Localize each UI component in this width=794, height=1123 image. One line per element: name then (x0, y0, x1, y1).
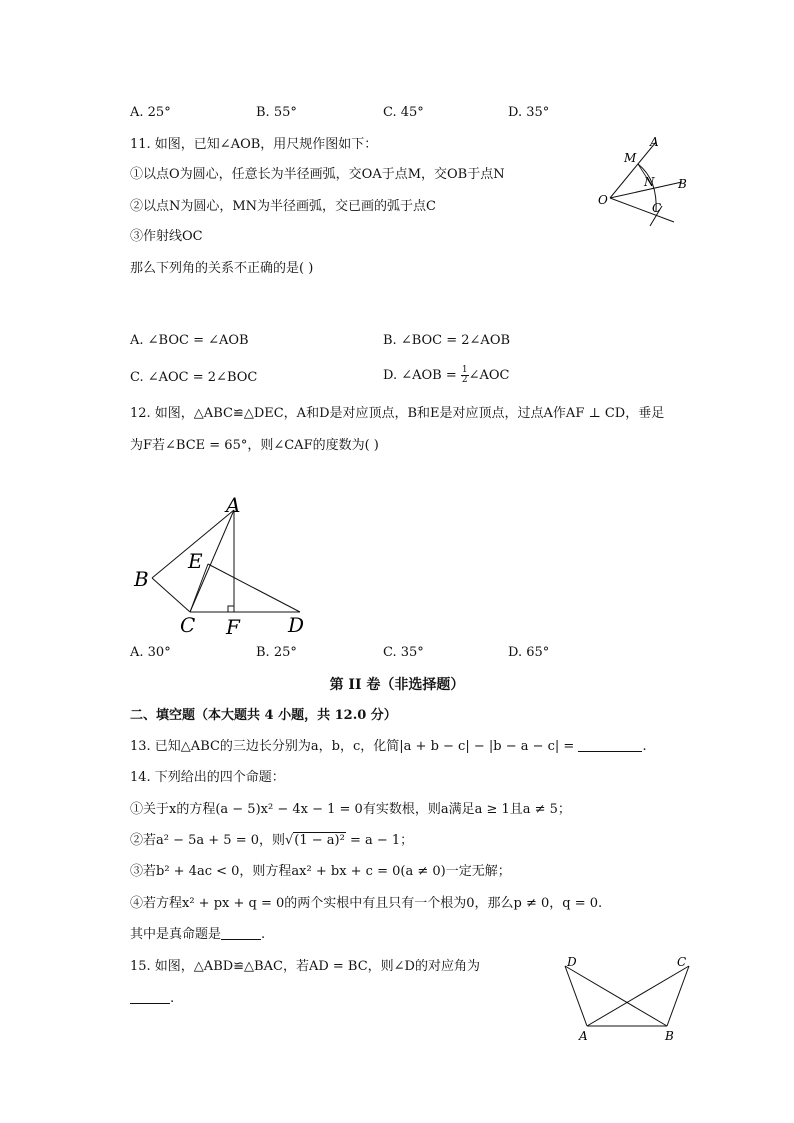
q14-answer-prompt: 其中是真命题是 (130, 927, 222, 942)
label-c: C (677, 955, 687, 969)
q11-stem: 11. 如图，已知∠AOB，用尺规作图如下： (130, 137, 378, 152)
q13-end: . (642, 739, 647, 754)
q11-step-3: ③作射线OC (130, 229, 203, 244)
label-o: O (598, 193, 608, 207)
label-b: B (134, 567, 149, 591)
q13-text: 13. 已知△ABC的三边长分别为a，b，c，化简|a + b − c| − |b − a − c| = (130, 739, 575, 754)
section-2-title: 第 II 卷（非选择题） (329, 677, 465, 693)
q13-answer-blank[interactable] (578, 738, 642, 752)
label-b: B (678, 177, 687, 191)
q12-option-c: C. 35° (383, 645, 424, 660)
fraction-numerator: 1 (461, 365, 468, 375)
q15-answer-line (130, 990, 174, 1008)
segment-db (565, 966, 667, 1026)
q11-step-2: ②以点N为圆心，MN为半径画弧，交已画的弧于点C (130, 199, 437, 214)
label-c: C (180, 613, 196, 637)
q14-end: . (261, 927, 266, 942)
q10-option-a: A. 25° (130, 105, 171, 120)
label-c: C (652, 201, 662, 215)
q14-item-3: ③若b² + 4ac < 0，则方程ax² + bx + c = 0(a ≠ 0)一定无解； (130, 864, 511, 879)
q14-item-2-suffix: = a − 1； (345, 833, 414, 848)
q15-figure (555, 950, 700, 1045)
segment-ad (565, 966, 587, 1026)
ray-oc (610, 198, 674, 222)
label-b: B (665, 1029, 674, 1043)
section-2-heading: 二、填空题（本大题共 4 小题，共 12.0 分） (130, 708, 397, 723)
q12-option-a: A. 30° (130, 645, 171, 660)
q15-text: 15. 如图，△ABD≌△BAC，若AD = BC，则∠D的对应角为 (130, 959, 480, 974)
q14-item-2-radicand: (1 − a)² (294, 833, 345, 848)
label-a: A (650, 135, 659, 149)
q11-option-d (383, 366, 510, 385)
sqrt-sign: √ (285, 833, 294, 848)
label-a: A (226, 496, 241, 517)
label-m: M (624, 151, 637, 165)
q11-option-d-prefix: D. ∠AOB = (383, 368, 461, 383)
q14-item-2-prefix: ②若a² − 5a + 5 = 0，则 (130, 833, 285, 848)
q12-figure (128, 496, 318, 640)
label-e: E (188, 549, 203, 573)
q14-stem: 14. 下列给出的四个命题： (130, 770, 285, 785)
q11-option-d-suffix: ∠AOC (468, 368, 510, 383)
label-d: D (288, 613, 305, 637)
right-angle-mark (228, 606, 234, 612)
q10-option-c: C. 45° (383, 105, 424, 120)
q11-option-a: A. ∠BOC = ∠AOB (130, 333, 249, 348)
q14-item-1: ①关于x的方程(a − 5)x² − 4x − 1 = 0有实数根，则a满足a ≥ 1且a ≠ 5； (130, 802, 571, 817)
label-n: N (644, 175, 655, 189)
label-a: A (579, 1029, 588, 1043)
segment-ed (208, 564, 300, 612)
q14-item-4: ④若方程x² + px + q = 0的两个实根中有且只有一个根为0，那么p ≠ 0，q = 0. (130, 896, 603, 911)
q15-end: . (170, 991, 175, 1006)
fraction-half (461, 366, 469, 385)
fraction-denominator: 2 (461, 375, 468, 385)
q12-line-1: 12. 如图，△ABC≌△DEC，A和D是对应顶点，B和E是对应顶点，过点A作AF ⊥ CD，垂足 (130, 406, 665, 421)
label-d: D (567, 955, 577, 969)
segment-ac (587, 966, 689, 1026)
q10-option-d: D. 35° (508, 105, 550, 120)
q12-line-2: 为F若∠BCE = 65°，则∠CAF的度数为( ) (130, 438, 379, 453)
segment-bc (667, 966, 689, 1026)
q15-answer-blank[interactable] (130, 990, 170, 1004)
q12-option-d: D. 65° (508, 645, 550, 660)
q12-option-b: B. 25° (256, 645, 297, 660)
q11-step-1: ①以点O为圆心，任意长为半径画弧，交OA于点M，交OB于点N (130, 167, 505, 182)
q10-option-b: B. 55° (256, 105, 297, 120)
q14-answer-blank[interactable] (221, 926, 261, 940)
label-f: F (226, 615, 240, 639)
q11-question: 那么下列角的关系不正确的是( ) (130, 261, 314, 276)
q14-item-2 (130, 832, 413, 850)
q11-figure (590, 130, 700, 240)
segment-bc (152, 578, 190, 612)
q14-answer-line (130, 926, 265, 944)
q11-option-c: C. ∠AOC = 2∠BOC (130, 370, 258, 385)
q13-line (130, 738, 647, 756)
q11-option-b: B. ∠BOC = 2∠AOB (383, 333, 511, 348)
